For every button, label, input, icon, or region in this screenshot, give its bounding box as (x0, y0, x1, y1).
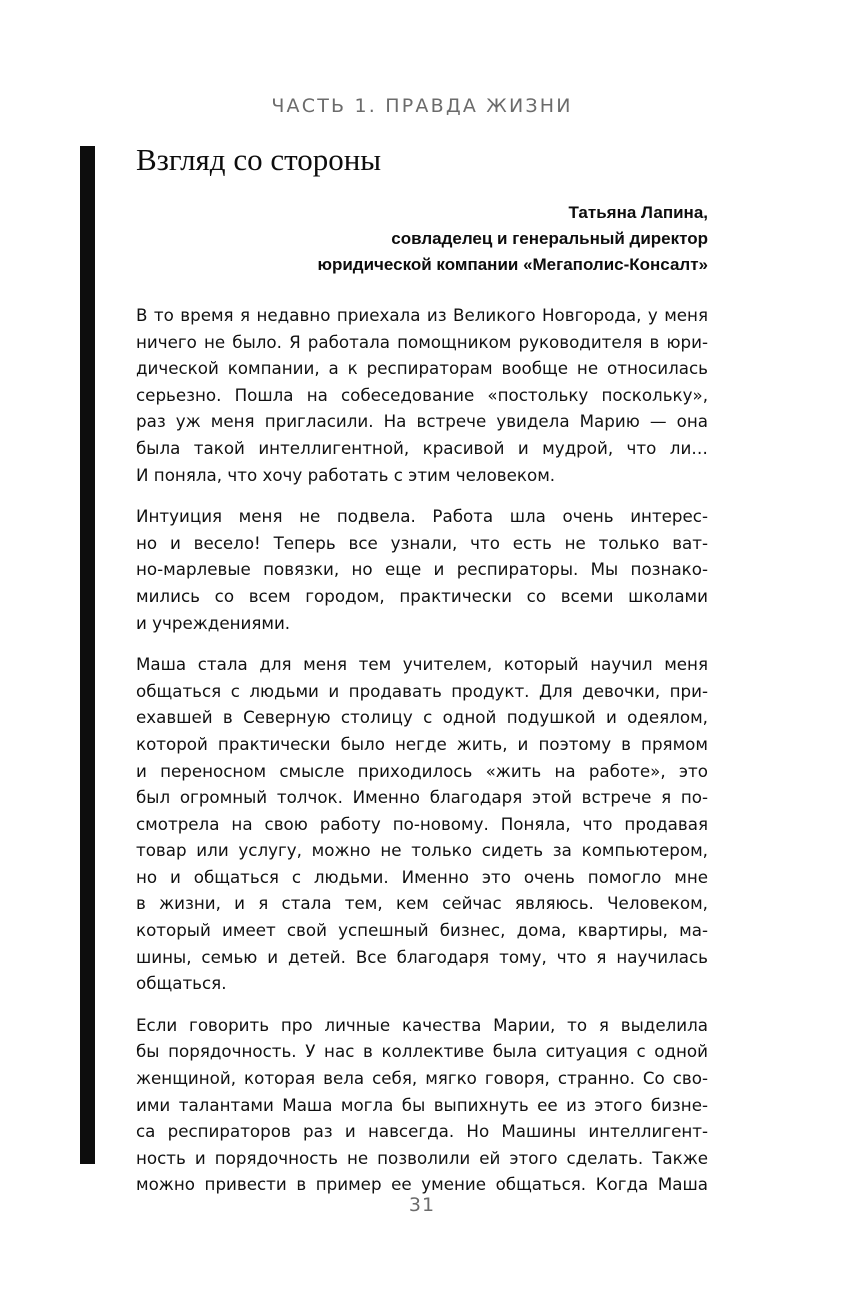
text-line: мились со всем городом, практически со всеми школами (136, 585, 708, 606)
text-line: но и весело! Теперь все узнали, что есть не только ват- (136, 532, 708, 553)
page-number: 31 (408, 1194, 436, 1216)
text-line: товар или услугу, можно не только сидеть за компьютером, (136, 840, 708, 861)
text-line: была такой интеллигентной, красивой и мудрой, что ли… (136, 437, 708, 458)
text-line: ность и порядочность не позволили ей этого сделать. Также (136, 1147, 708, 1168)
author-attribution (317, 200, 708, 278)
text-line: шины, семью и детей. Все благодаря тому, что я научилась (136, 946, 708, 967)
text-line: но и общаться с людьми. Именно это очень помогло мне (136, 866, 708, 887)
text-line: В то время я недавно приехала из Великого Новгорода, у меня (136, 305, 708, 325)
text-line: Интуиция меня не подвела. Работа шла очень интерес- (136, 506, 708, 527)
text-line: который имеет свой успешный бизнес, дома, квартиры, ма- (136, 920, 708, 941)
paragraph (136, 503, 708, 636)
paragraph (136, 651, 708, 997)
text-line: но-марлевые повязки, но еще и респираторы. Мы познако- (136, 559, 708, 580)
text-line: ими талантами Маша могла бы выпихнуть ее из этого бизне- (136, 1094, 708, 1115)
article-title: Взгляд со стороны (136, 142, 382, 177)
text-line: Если говорить про личные качества Марии, то я выделила (136, 1014, 708, 1035)
text-line: ехавшей в Северную столицу с одной подушкой и одеялом, (136, 707, 708, 728)
article-body (136, 302, 708, 1213)
text-line: серьезно. Пошла на собеседование «постольку поскольку», (136, 384, 708, 405)
paragraph (136, 1012, 708, 1198)
text-line: са респираторов раз и навсегда. Но Машины интеллигент- (136, 1121, 708, 1142)
text-line: общаться. (136, 973, 227, 994)
text-line: ничего не было. Я работала помощником руководителя в юри- (136, 331, 708, 352)
text-line: И поняла, что хочу работать с этим человеком. (136, 464, 556, 485)
text-line: был огромный толчок. Именно благодаря этой встрече я по- (136, 787, 708, 808)
author-position: совладелец и генеральный директор (391, 229, 708, 248)
author-name: Татьяна Лапина, (568, 203, 708, 222)
text-line: раз уж меня пригласили. На встрече увидела Марию — она (136, 411, 708, 432)
text-line: и учреждениями. (136, 612, 291, 633)
author-company: юридической компании «Мегаполис-Консалт» (317, 255, 708, 274)
text-line: бы порядочность. У нас в коллективе была ситуация с одной (136, 1041, 708, 1062)
running-header: ЧАСТЬ 1. ПРАВДА ЖИЗНИ (271, 95, 573, 117)
text-line: общаться с людьми и продавать продукт. Для девочки, при- (136, 680, 708, 701)
text-line: смотрела на свою работу по-новому. Поняла, что продавая (136, 813, 708, 834)
text-line: дической компании, а к респираторам вообще не относилась (136, 358, 708, 379)
text-line: женщиной, которая вела себя, мягко говоря, странно. Со сво- (136, 1068, 708, 1089)
text-line: Маша стала для меня тем учителем, который научил меня (136, 654, 708, 675)
text-line: и переносном смысле приходилось «жить на работе», это (136, 760, 708, 781)
text-line: можно привести в пример ее умение общаться. Когда Маша (136, 1174, 708, 1195)
section-side-bar (80, 146, 95, 1164)
paragraph (136, 302, 708, 488)
text-line: в жизни, и я стала тем, кем сейчас являюсь. Человеком, (136, 893, 708, 914)
text-line: которой практически было негде жить, и поэтому в прямом (136, 733, 708, 754)
